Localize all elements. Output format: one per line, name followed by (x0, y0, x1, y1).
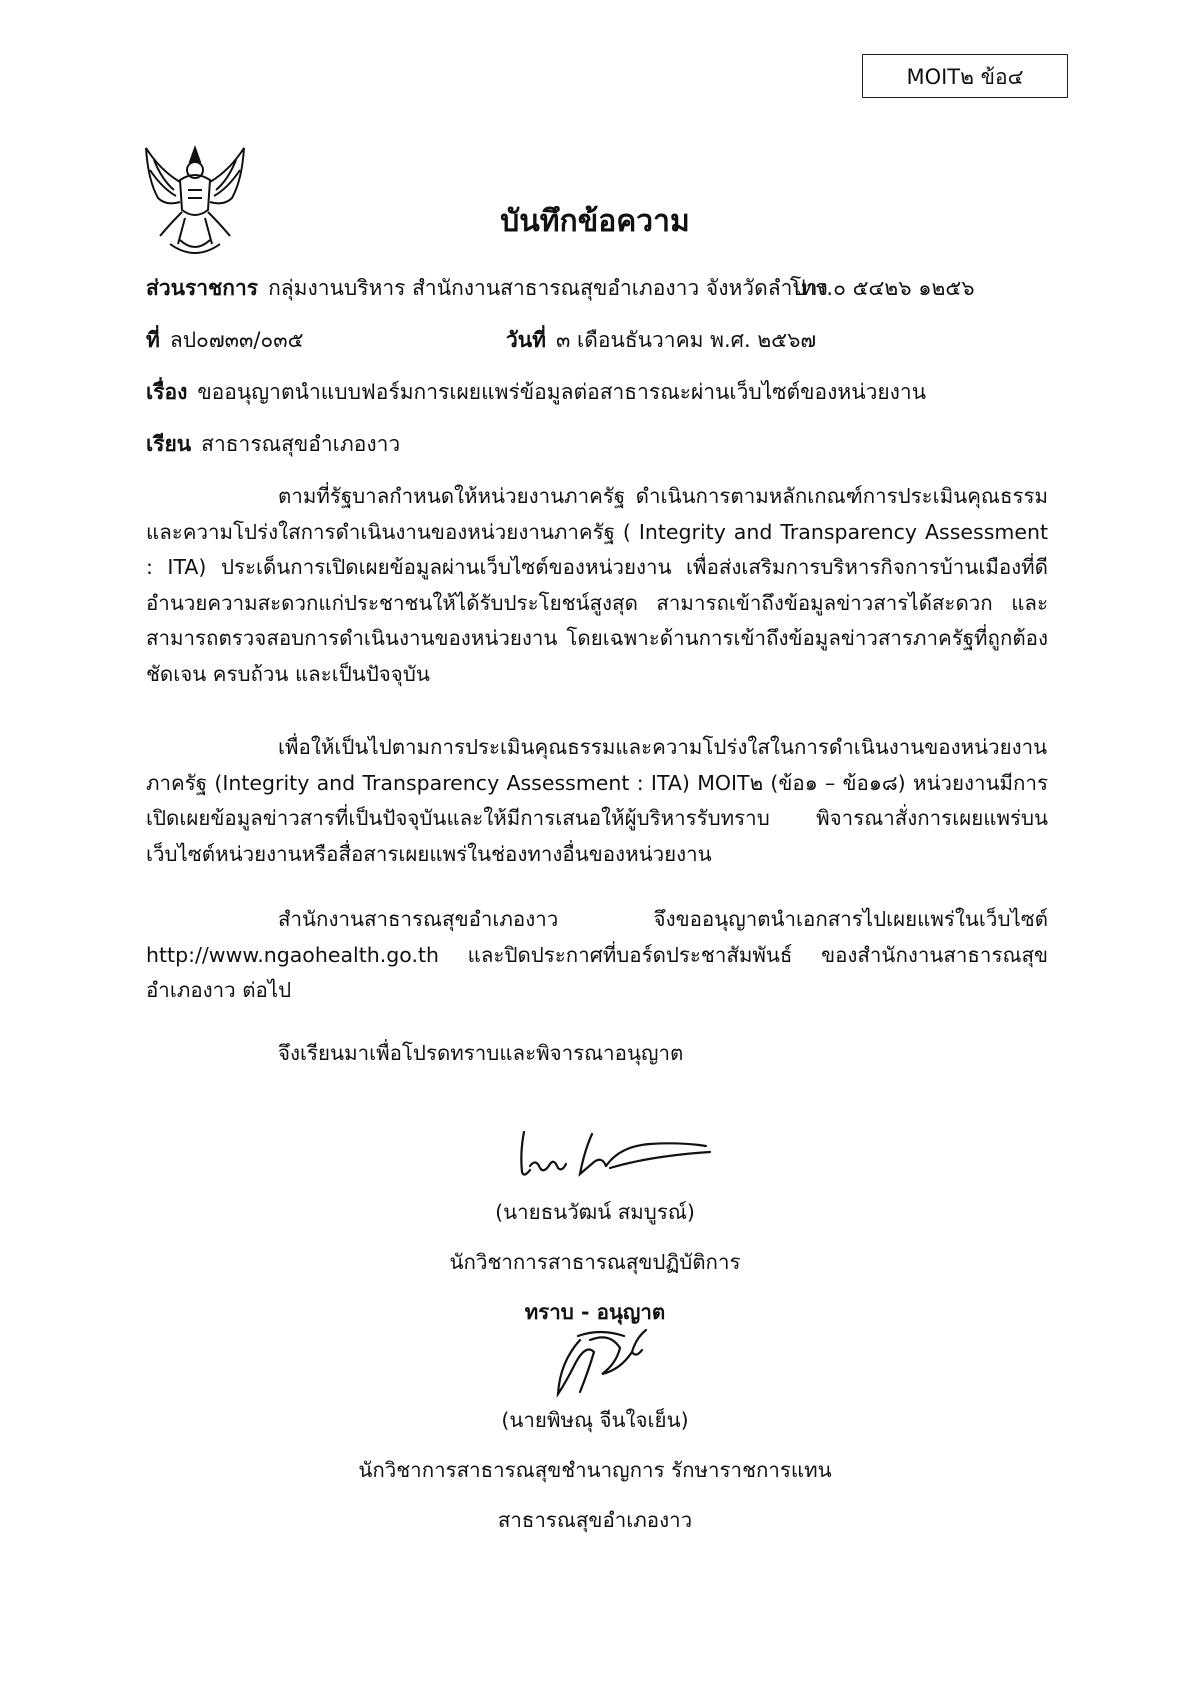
closing-line: จึงเรียนมาเพื่อโปรดทราบและพิจารณาอนุญาต (278, 1041, 684, 1065)
agency-line (146, 272, 828, 305)
approval-text: ทราบ - อนุญาต (524, 1300, 666, 1324)
date-value: ๓ เดือนธันวาคม พ.ศ. ๒๕๖๗ (556, 328, 817, 352)
reference-line (146, 324, 304, 357)
body-paragraph-2: เพื่อให้เป็นไปตามการประเมินคุณธรรมและความโปร่งใสในการดำเนินงานของหน่วยงานภาครัฐ (Integrity and Transparency Assessment : ITA) MOIT๒ (ข้อ๑ – ข้อ๑๘) หน่วยงานมีการเปิดเผยข้อมูลข่าวสารที่เป็นปัจจุบันและให้มีการเสนอให้ผู้บริหารรับทราบ พิจารณาสั่งการเผยแพร่บนเว็บไซต์หน่วยงานหรือสื่อสารเผยแพร่ในช่องทางอื่นของหน่วยงาน (146, 735, 1048, 866)
body-paragraph-3: สำนักงานสาธารณสุขอำเภองาว จึงขออนุญาตนำเอกสารไปเผยแพร่ในเว็บไซต์ http://www.ngaohealth.go.th และปิดประกาศที่บอร์ดประชาสัมพันธ์ ของสำนักงานสาธารณสุขอำเภองาว ต่อไป (146, 907, 1048, 1002)
salutation-line (146, 428, 400, 461)
subject-line (146, 376, 926, 409)
signer-2-name: (นายพิษณุ จีนใจเย็น) (501, 1408, 689, 1432)
signer-1-position: นักวิชาการสาธารณสุขปฏิบัติการ (449, 1250, 741, 1274)
signature-2 (550, 1322, 660, 1404)
signature-1 (510, 1122, 720, 1182)
body-paragraph-1: ตามที่รัฐบาลกำหนดให้หน่วยงานภาครัฐ ดำเนินการตามหลักเกณฑ์การประเมินคุณธรรม และความโปร่งใสการดำเนินงานของหน่วยงานภาครัฐ ( Integrity and Transparency Assessment : ITA) ประเด็นการเปิดเผยข้อมูลผ่านเว็บไซต์ของหน่วยงาน เพื่อส่งเสริมการบริหารกิจการบ้านเมืองที่ดี อำนวยความสะดวกแก่ประชาชนให้ได้รับประโยชน์สูงสุด สามารถเข้าถึงข้อมูลข่าวสารได้สะดวก และสามารถตรวจสอบการดำเนินงานของหน่วยงาน โดยเฉพาะด้านการเข้าถึงข้อมูลข่าวสารภาครัฐที่ถูกต้อง ชัดเจน ครบถ้วน และเป็นปัจจุบัน (146, 484, 1048, 686)
reference-number: ลป๐๗๓๓/๐๓๕ (169, 328, 304, 352)
salutation-value: สาธารณสุขอำเภองาว (201, 432, 401, 456)
salutation-label: เรียน (146, 432, 192, 456)
memo-title: บันทึกข้อความ (500, 204, 690, 239)
subject-label: เรื่อง (146, 380, 188, 404)
agency-value: กลุ่มงานบริหาร สำนักงานสาธารณสุขอำเภองาว จังหวัดลำปาง (268, 276, 828, 300)
agency-label: ส่วนราชการ (146, 276, 259, 300)
date-label: วันที่ (506, 328, 546, 352)
signer-2-position-line-2: สาธารณสุขอำเภองาว (497, 1508, 693, 1532)
phone-number: โทร.๐ ๕๔๒๖ ๑๒๕๖ (790, 276, 975, 300)
reference-label: ที่ (146, 328, 160, 352)
reference-code-box: MOIT๒ ข้อ๔ (862, 54, 1068, 98)
signer-2-position: นักวิชาการสาธารณสุขชำนาญการ รักษาราชการแทน (358, 1458, 832, 1482)
subject-value: ขออนุญาตนำแบบฟอร์มการเผยแพร่ข้อมูลต่อสาธารณะผ่านเว็บไซต์ของหน่วยงาน (197, 380, 927, 404)
date-line (506, 324, 816, 357)
signer-1-name: (นายธนวัฒน์ สมบูรณ์) (495, 1200, 695, 1224)
